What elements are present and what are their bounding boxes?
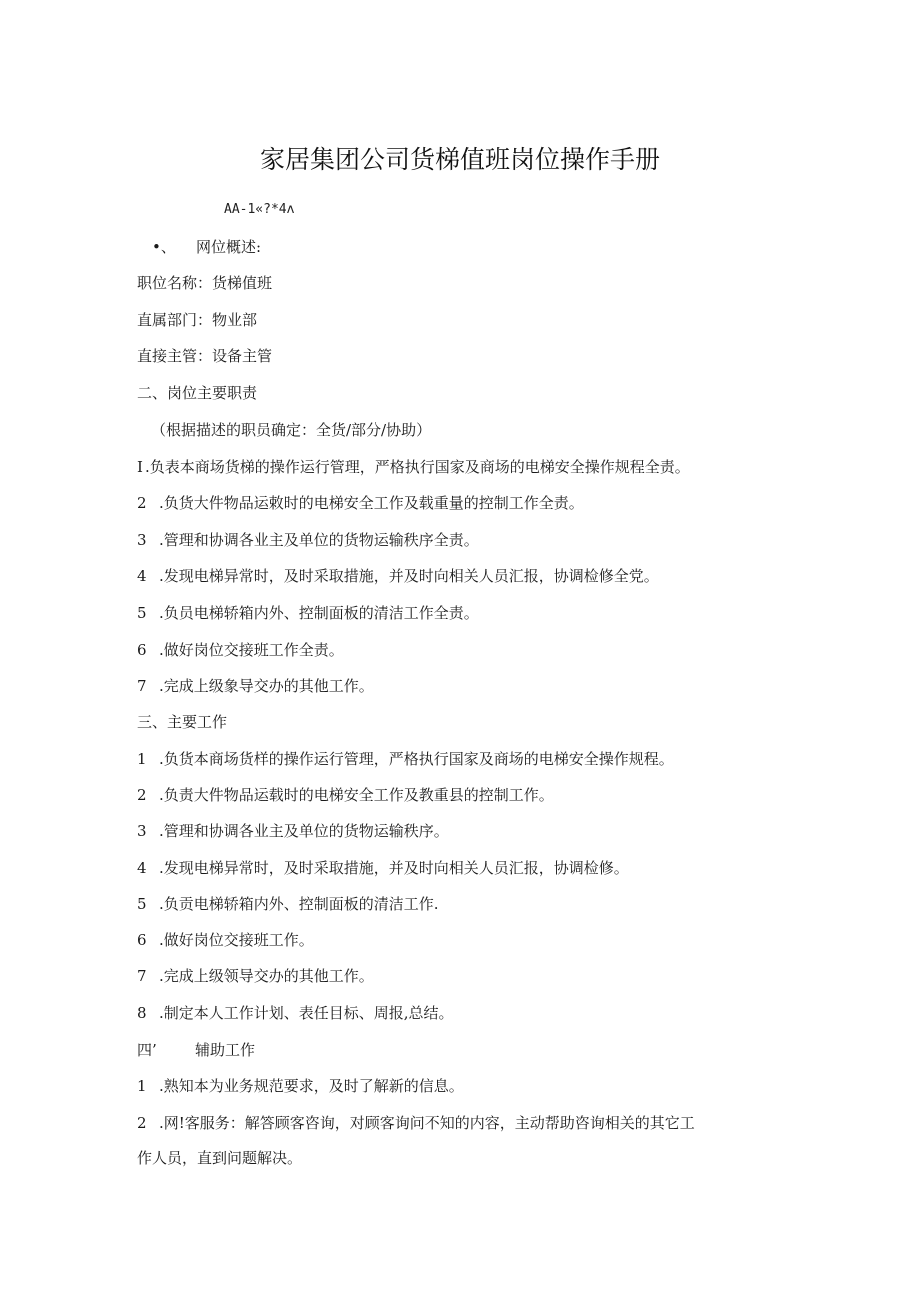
duty-text: .负员电梯轿箱内外、控制面板的清洁工作全责。 (159, 604, 479, 622)
work-text: .管理和协调各业主及单位的货物运输秩序。 (159, 822, 449, 840)
duty-number: 6 (137, 641, 147, 659)
duty-item (137, 640, 344, 660)
work-number: 3 (137, 822, 147, 840)
work-text: .制定本人工作计划、表任目标、周报,总结。 (159, 1004, 454, 1022)
field-department: 直属部门：物业部 (137, 311, 258, 329)
work-number: 5 (137, 895, 147, 913)
work-number: 8 (137, 1004, 147, 1022)
support-item (137, 1113, 695, 1133)
section3-heading: 三、主要工作 (137, 713, 228, 731)
duty-item (137, 457, 690, 477)
support-number: 1 (137, 1077, 147, 1095)
duty-number: I (137, 458, 143, 476)
duty-text: .管理和协调各业主及单位的货物运输秩序全责。 (159, 531, 479, 549)
support-text: .网!客服务：解答顾客咨询，对顾客询问不知的内容，主动帮助咨询相关的其它工 (159, 1114, 695, 1132)
work-number: 6 (137, 931, 147, 949)
duty-item (137, 566, 659, 586)
section1-heading: 网位概述: (196, 238, 262, 256)
section1-bullet: •、 (152, 238, 176, 256)
duty-number: 5 (137, 604, 147, 622)
duty-text: .完成上级象导交办的其他工作。 (159, 677, 374, 695)
field-supervisor: 直接主管：设备主管 (137, 347, 273, 365)
work-item (137, 785, 554, 805)
work-item (137, 858, 629, 878)
work-text: .负责大件物品运载时的电梯安全工作及教重县的控制工作。 (159, 786, 554, 804)
section2-note: （根据描述的职员确定：全货/部分/协助） (151, 421, 432, 439)
duty-number: 4 (137, 567, 147, 585)
duty-number: 2 (137, 494, 147, 512)
work-text: .发现电梯异常时，及时采取措施，并及时向相关人员汇报，协调检修。 (159, 859, 629, 877)
duty-item (137, 603, 479, 623)
field-job-title: 职位名称：货梯值班 (137, 274, 273, 292)
work-number: 1 (137, 750, 147, 768)
work-number: 7 (137, 967, 147, 985)
duty-text: .负表本商场货梯的操作运行管理，严格执行国家及商场的电梯安全操作规程全责。 (145, 458, 690, 476)
work-text: .负货本商场货样的操作运行管理，严格执行国家及商场的电梯安全操作规程。 (159, 750, 674, 768)
document-code: AA-1«?*4ʌ (224, 202, 295, 217)
support-item (137, 1076, 464, 1096)
duty-item (137, 676, 374, 696)
work-item (137, 894, 439, 914)
duty-item (137, 493, 584, 513)
work-item (137, 749, 674, 769)
work-item (137, 821, 449, 841)
work-item (137, 966, 374, 986)
section2-heading: 二、岗位主要职责 (137, 384, 258, 402)
work-text: .做好岗位交接班工作。 (159, 931, 314, 949)
duty-text: .负货大件物品运敕时的电梯安全工作及载重量的控制工作全责。 (159, 494, 584, 512)
section4-number: 四’ (137, 1041, 157, 1059)
support-item-continuation: 作人员，直到问题解决。 (137, 1149, 303, 1167)
work-text: .负贡电梯轿箱内外、控制面板的清洁工作. (159, 895, 439, 913)
duty-text: .做好岗位交接班工作全责。 (159, 641, 344, 659)
work-item (137, 930, 314, 950)
duty-number: 7 (137, 677, 147, 695)
duty-number: 3 (137, 531, 147, 549)
document-title: 家居集团公司货梯值班岗位操作手册 (259, 145, 660, 174)
support-text: .熟知本为业务规范要求，及时了解新的信息。 (159, 1077, 464, 1095)
work-number: 4 (137, 859, 147, 877)
work-text: .完成上级领导交办的其他工作。 (159, 967, 374, 985)
work-item (137, 1003, 454, 1023)
work-number: 2 (137, 786, 147, 804)
support-number: 2 (137, 1114, 147, 1132)
section4-heading: 辅助工作 (195, 1041, 256, 1059)
duty-item (137, 530, 479, 550)
duty-text: .发现电梯异常时，及时采取措施，并及时向相关人员汇报，协调检修全党。 (159, 567, 659, 585)
